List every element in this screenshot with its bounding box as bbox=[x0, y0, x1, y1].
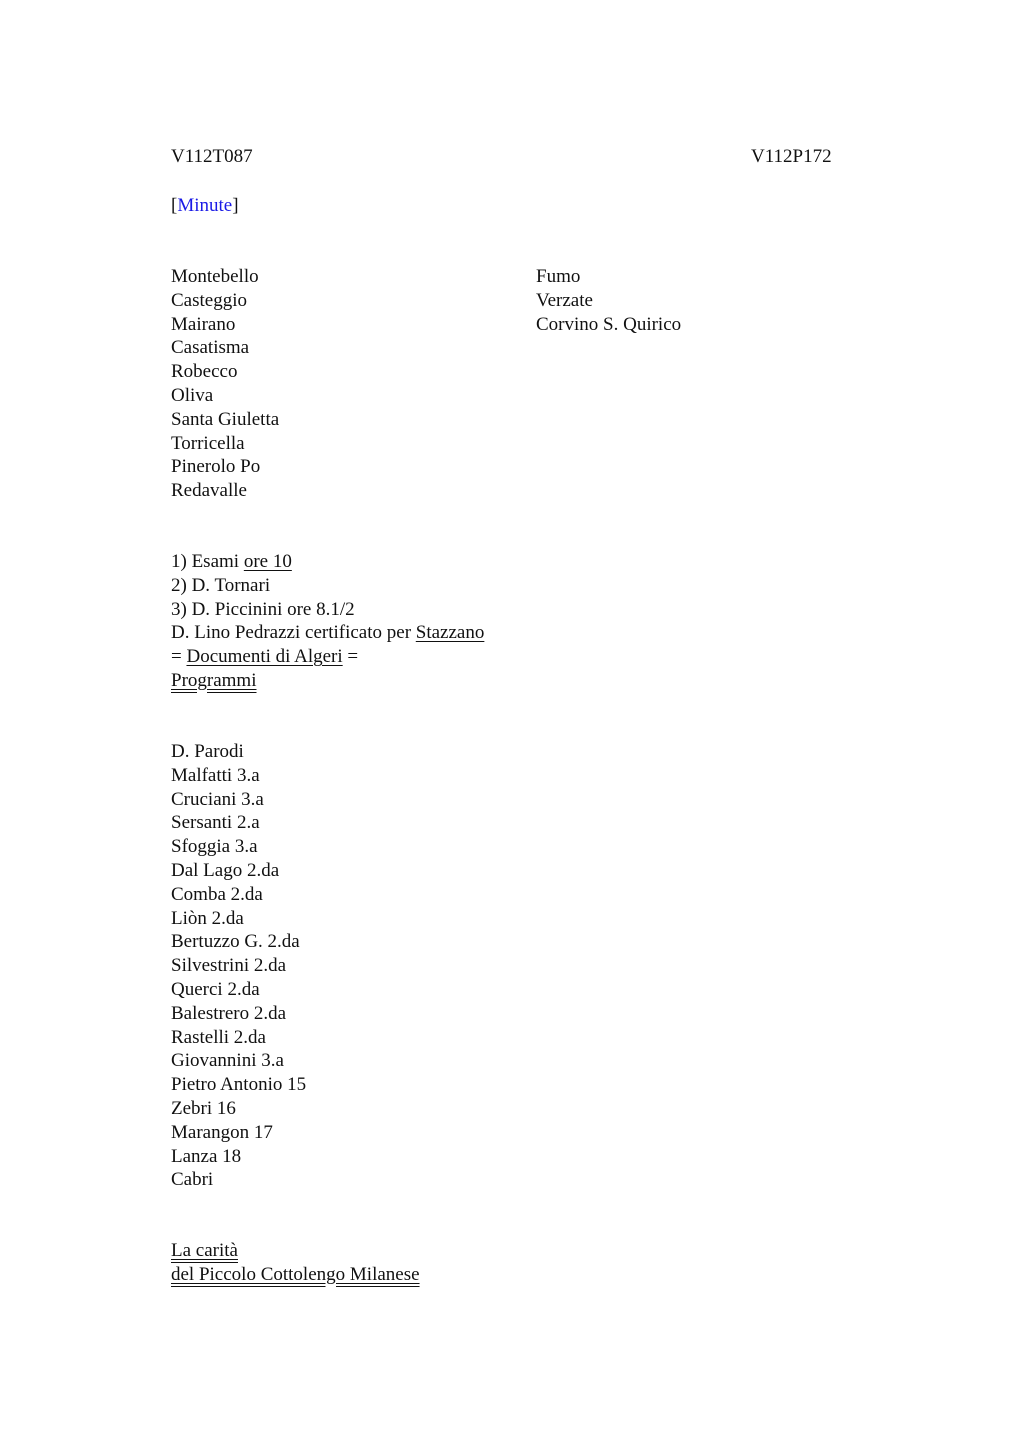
agenda-item-1-text: 1) Esami bbox=[171, 551, 244, 572]
footer-title bbox=[171, 1239, 420, 1287]
footer-line-1 bbox=[171, 1239, 420, 1263]
list-item: Marangon 17 bbox=[171, 1121, 273, 1143]
footer-line-2-text: del Piccolo Cottolengo Milanese bbox=[171, 1263, 420, 1285]
list-item: Redavalle bbox=[171, 480, 247, 502]
agenda-item-4 bbox=[171, 621, 484, 645]
bracket-close: ] bbox=[232, 195, 239, 216]
list-item: Balestrero 2.da bbox=[171, 1002, 287, 1024]
list-item: Cabri bbox=[171, 1169, 214, 1191]
list-item: Pietro Antonio 15 bbox=[171, 1074, 307, 1096]
list-item: Bertuzzo G. 2.da bbox=[171, 931, 300, 953]
list-item: Casatisma bbox=[171, 337, 250, 359]
list-item: Robecco bbox=[171, 361, 238, 383]
agenda-item-1 bbox=[171, 550, 484, 574]
list-item: D. Parodi bbox=[171, 741, 244, 762]
list-item: Sfoggia 3.a bbox=[171, 836, 258, 858]
agenda-item-3: 3) D. Piccinini ore 8.1/2 bbox=[171, 598, 355, 620]
agenda-item-6 bbox=[171, 669, 484, 693]
list-item: Zebri 16 bbox=[171, 1097, 236, 1119]
list-item: Pinerolo Po bbox=[171, 456, 261, 478]
agenda-item-2: 2) D. Tornari bbox=[171, 574, 271, 596]
list-item: Dal Lago 2.da bbox=[171, 859, 280, 881]
list-item: Torricella bbox=[171, 432, 245, 454]
footer-line-1-text: La carità bbox=[171, 1240, 238, 1261]
footer-line-2 bbox=[171, 1263, 420, 1287]
minute-link[interactable]: Minute bbox=[177, 195, 233, 216]
agenda-item-5-prefix: = bbox=[171, 646, 187, 668]
list-item: Giovannini 3.a bbox=[171, 1050, 284, 1072]
list-item: Liòn 2.da bbox=[171, 907, 244, 929]
right-code: V112P172 bbox=[751, 146, 832, 167]
agenda-item-1-underlined: ore 10 bbox=[243, 551, 292, 572]
list-item: Fumo bbox=[536, 266, 581, 287]
agenda-item-4-text: D. Lino Pedrazzi certificato per bbox=[171, 622, 416, 644]
minute-reference bbox=[171, 195, 239, 217]
list-item: Sersanti 2.a bbox=[171, 812, 260, 834]
agenda-item-6-double-underlined: Programmi bbox=[171, 669, 257, 691]
list-item: Rastelli 2.da bbox=[171, 1026, 266, 1048]
agenda-item-5 bbox=[171, 645, 484, 669]
list-item: Corvino S. Quirico bbox=[536, 313, 682, 335]
list-item: Querci 2.da bbox=[171, 978, 260, 1000]
list-item: Casteggio bbox=[171, 289, 247, 311]
list-item: Cruciani 3.a bbox=[171, 788, 264, 810]
agenda-item-5-underlined: Documenti di Algeri bbox=[186, 646, 343, 668]
list-item: Oliva bbox=[171, 384, 214, 406]
places-left-list bbox=[171, 265, 279, 503]
list-item: Santa Giuletta bbox=[171, 408, 280, 430]
left-code: V112T087 bbox=[171, 146, 253, 167]
list-item: Verzate bbox=[536, 289, 593, 311]
list-item: Comba 2.da bbox=[171, 883, 263, 905]
list-item: Malfatti 3.a bbox=[171, 764, 260, 786]
agenda-item-5-suffix: = bbox=[342, 646, 359, 668]
names-list bbox=[171, 740, 306, 1192]
places-right-list bbox=[536, 265, 681, 336]
list-item: Lanza 18 bbox=[171, 1145, 242, 1167]
list-item: Silvestrini 2.da bbox=[171, 955, 287, 977]
list-item: Mairano bbox=[171, 313, 236, 335]
agenda-list bbox=[171, 550, 484, 693]
list-item: Montebello bbox=[171, 266, 259, 287]
agenda-item-4-underlined: Stazzano bbox=[415, 622, 485, 644]
bracket-open: [ bbox=[171, 195, 178, 216]
